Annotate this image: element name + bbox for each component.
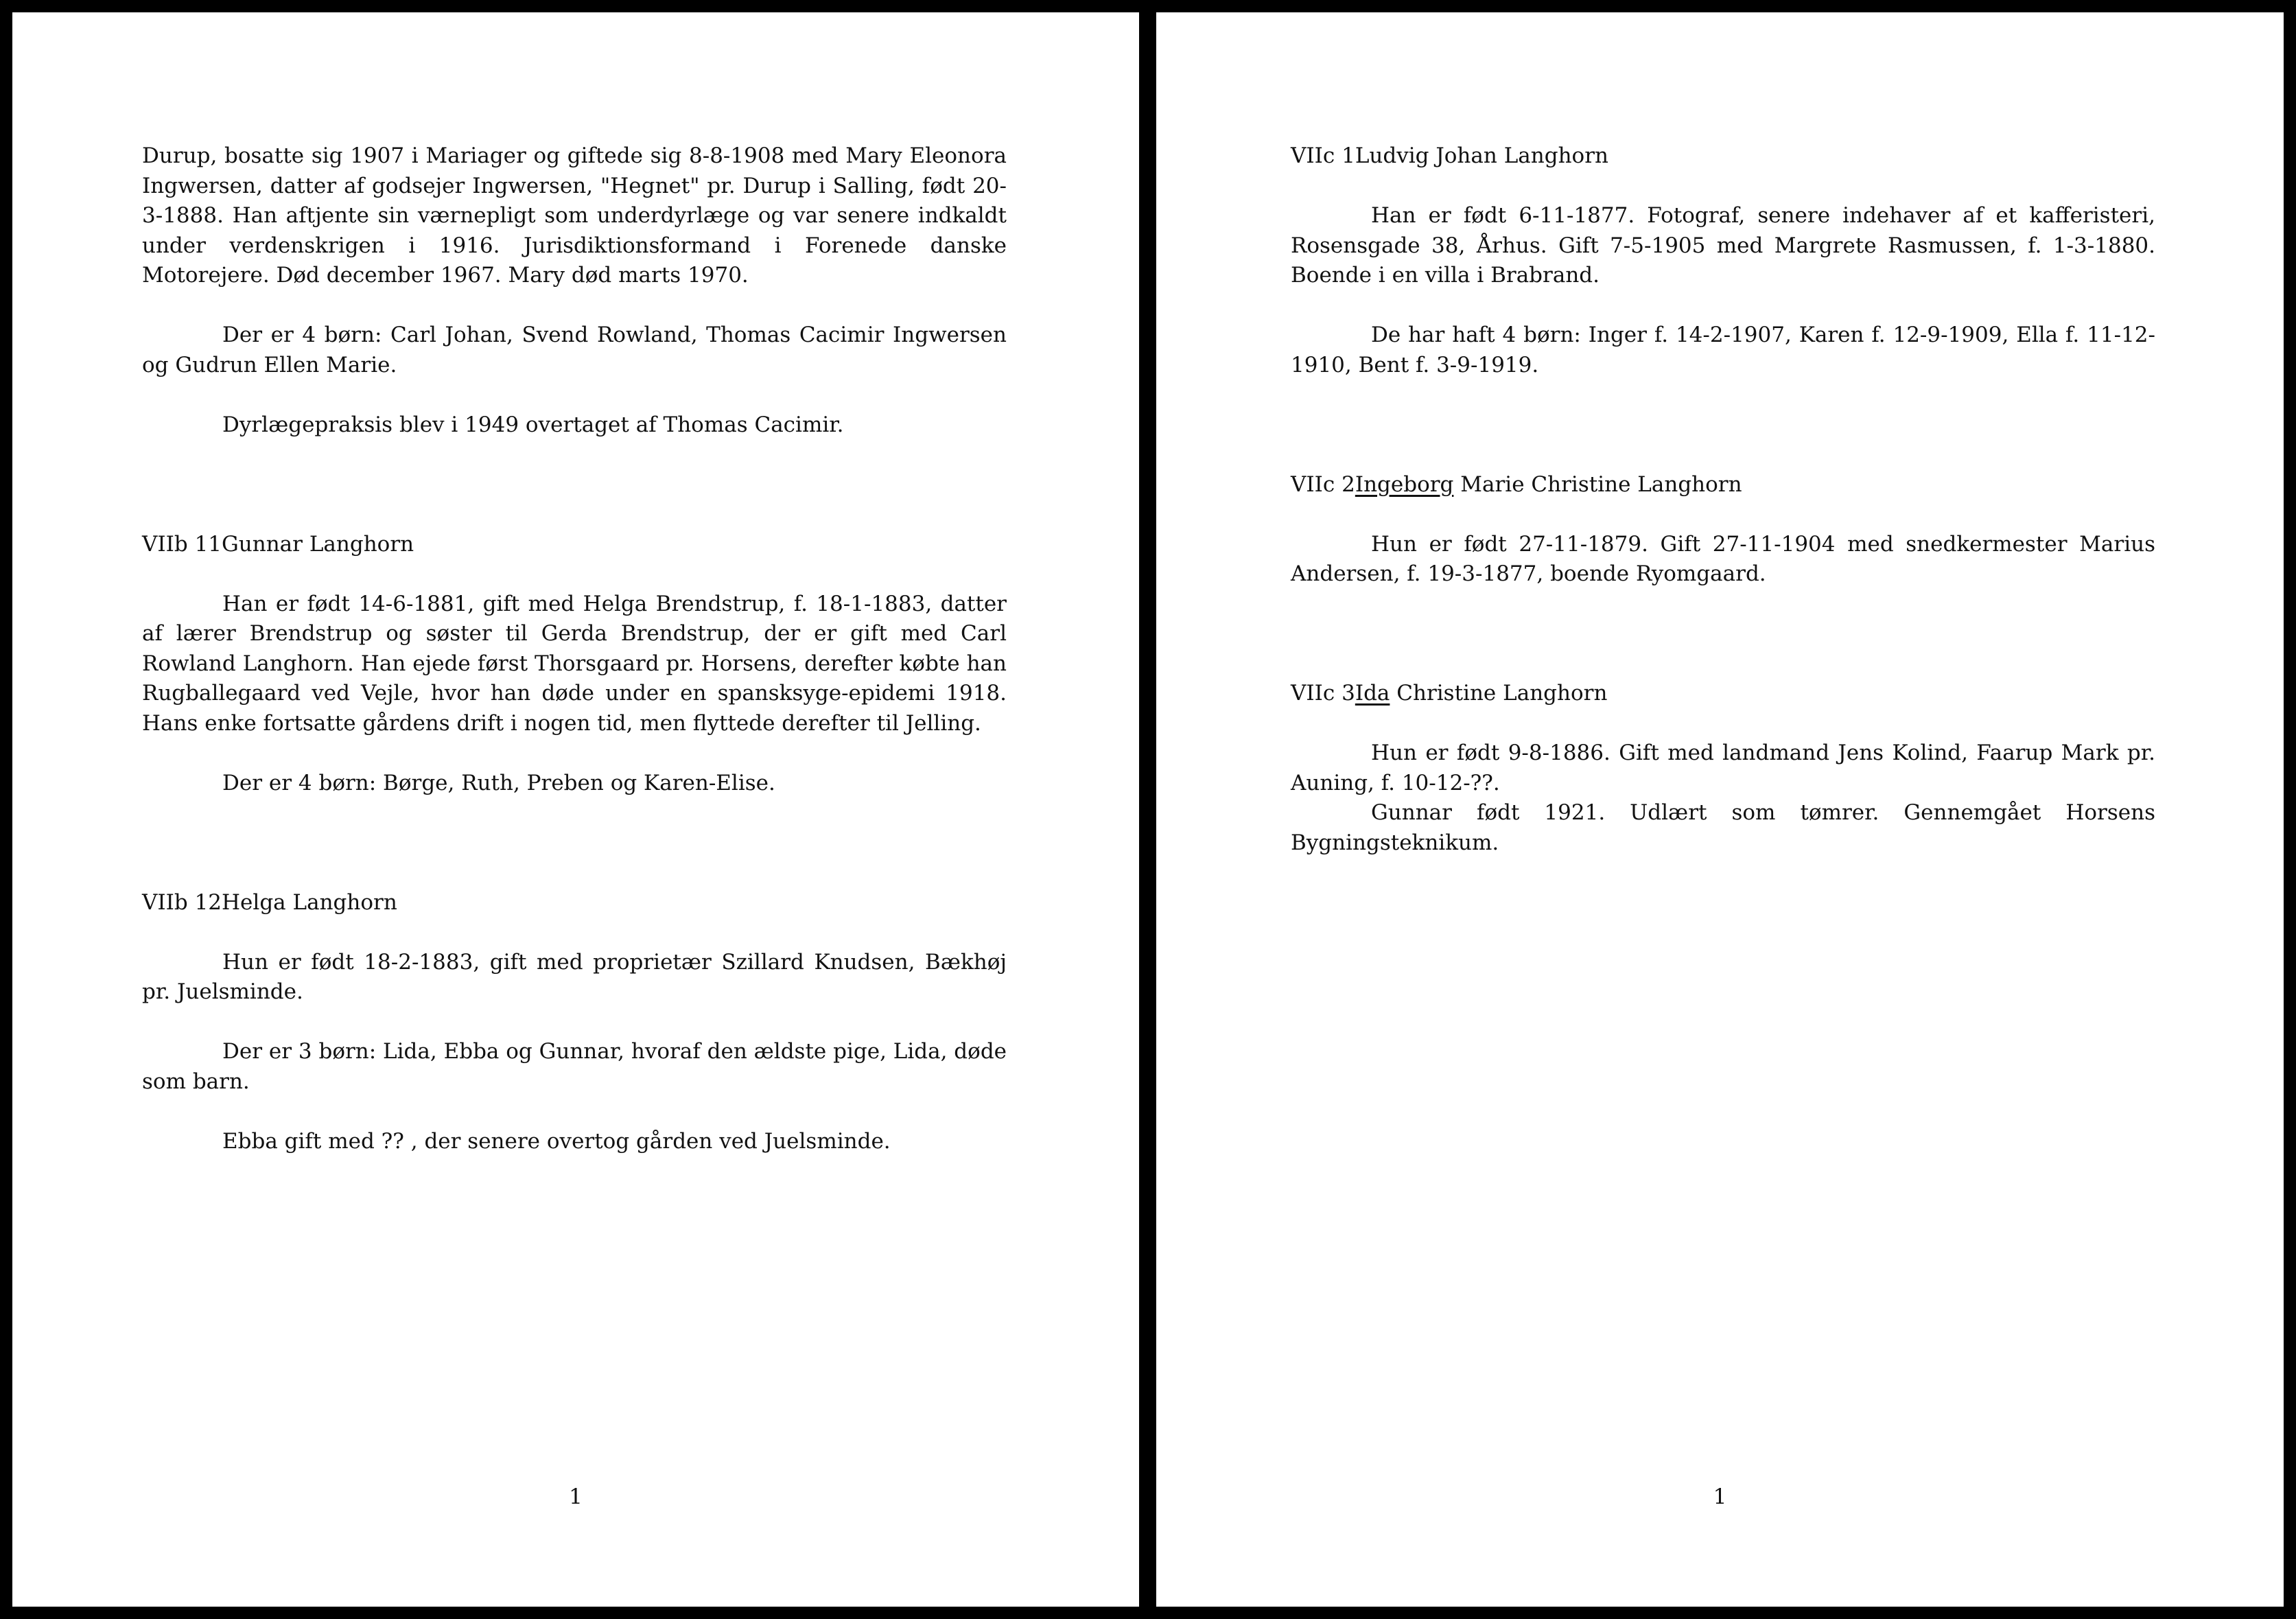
heading-suffix: Christine Langhorn [1390, 681, 1608, 706]
page-number: 1 [1713, 1484, 1727, 1509]
ebba-paragraph: Ebba gift med ?? , der senere overtog gården ved Juelsminde. [222, 1128, 891, 1154]
gunnar-bio-paragraph: Han er født 14-6-1881, gift med Helga Brendstrup, f. 18-1-1883, datter af lærer Brendstrup og søster til Gerda Brendstrup, der er gift med Carl Rowland Langhorn. Han ejede først Thorsgaard pr. Horsens, derefter købte han Rugballegaard ved Vejle, hvor han døde under en spansksyge-epidemi 1918. Hans enke fortsatte gårdens drift i nogen tid, men flyttede derefter til Jelling. [142, 591, 1007, 736]
left-page [12, 12, 1139, 1607]
heading-suffix: Marie Christine Langhorn [1453, 471, 1742, 497]
section-heading-helga: VIIb 12Helga Langhorn [142, 889, 397, 915]
section-heading-ingeborg [1291, 470, 2155, 500]
section-heading-ida [1291, 679, 2155, 709]
heading-prefix: VIIc 2 [1291, 471, 1355, 497]
right-page [1156, 12, 2284, 1607]
heading-underlined-name: Ida [1355, 681, 1390, 706]
ludvig-children-paragraph: De har haft 4 børn: Inger f. 14-2-1907, Karen f. 12-9-1909, Ella f. 11-12-1910, Bent f. 3-9-1919. [1291, 323, 2155, 377]
children-paragraph: Der er 4 børn: Carl Johan, Svend Rowland, Thomas Cacimir Ingwersen og Gudrun Ellen Marie. [142, 323, 1007, 377]
helga-children-paragraph: Der er 3 børn: Lida, Ebba og Gunnar, hvoraf den ældste pige, Lida, døde som barn. [142, 1039, 1007, 1094]
ludvig-bio-paragraph: Han er født 6-11-1877. Fotograf, senere indehaver af et kafferisteri, Rosensgade 38, Århus. Gift 7-5-1905 med Margrete Rasmussen, f. 1-3-1880. Boende i en villa i Brabrand. [1291, 203, 2155, 288]
practice-paragraph: Dyrlægepraksis blev i 1949 overtaget af Thomas Cacimir. [222, 412, 844, 437]
heading-underlined-name: Ingeborg [1355, 471, 1454, 497]
section-heading-ludvig: VIIc 1Ludvig Johan Langhorn [1291, 143, 1608, 168]
helga-bio-paragraph: Hun er født 18-2-1883, gift med proprietær Szillard Knudsen, Bækhøj pr. Juelsminde. [142, 949, 1007, 1004]
page-number: 1 [569, 1484, 583, 1509]
heading-prefix: VIIc 3 [1291, 681, 1355, 706]
gunnar-1921-paragraph: Gunnar født 1921. Udlært som tømrer. Gennemgået Horsens Bygningsteknikum. [1291, 800, 2155, 855]
ida-bio-paragraph: Hun er født 9-8-1886. Gift med landmand Jens Kolind, Faarup Mark pr. Auning, f. 10-12-??. [1291, 741, 2155, 795]
ingeborg-bio-paragraph: Hun er født 27-11-1879. Gift 27-11-1904 med snedkermester Marius Andersen, f. 19-3-1877, boende Ryomgaard. [1291, 531, 2155, 586]
left-page-body [142, 141, 1007, 1156]
section-heading-gunnar: VIIb 11Gunnar Langhorn [142, 531, 414, 557]
gunnar-children-paragraph: Der er 4 børn: Børge, Ruth, Preben og Karen-Elise. [222, 770, 775, 795]
right-page-body [1291, 141, 2155, 858]
durup-paragraph: Durup, bosatte sig 1907 i Mariager og giftede sig 8-8-1908 med Mary Eleonora Ingwersen, datter af godsejer Ingwersen, "Hegnet" pr. Durup i Salling, født 20-3-1888. Han aftjente sin værnepligt som underdyrlæge og var senere indkaldt under verdenskrigen i 1916. Jurisdiktionsformand i Forenede danske Motorejere. Død december 1967. Mary død marts 1970. [142, 143, 1007, 288]
